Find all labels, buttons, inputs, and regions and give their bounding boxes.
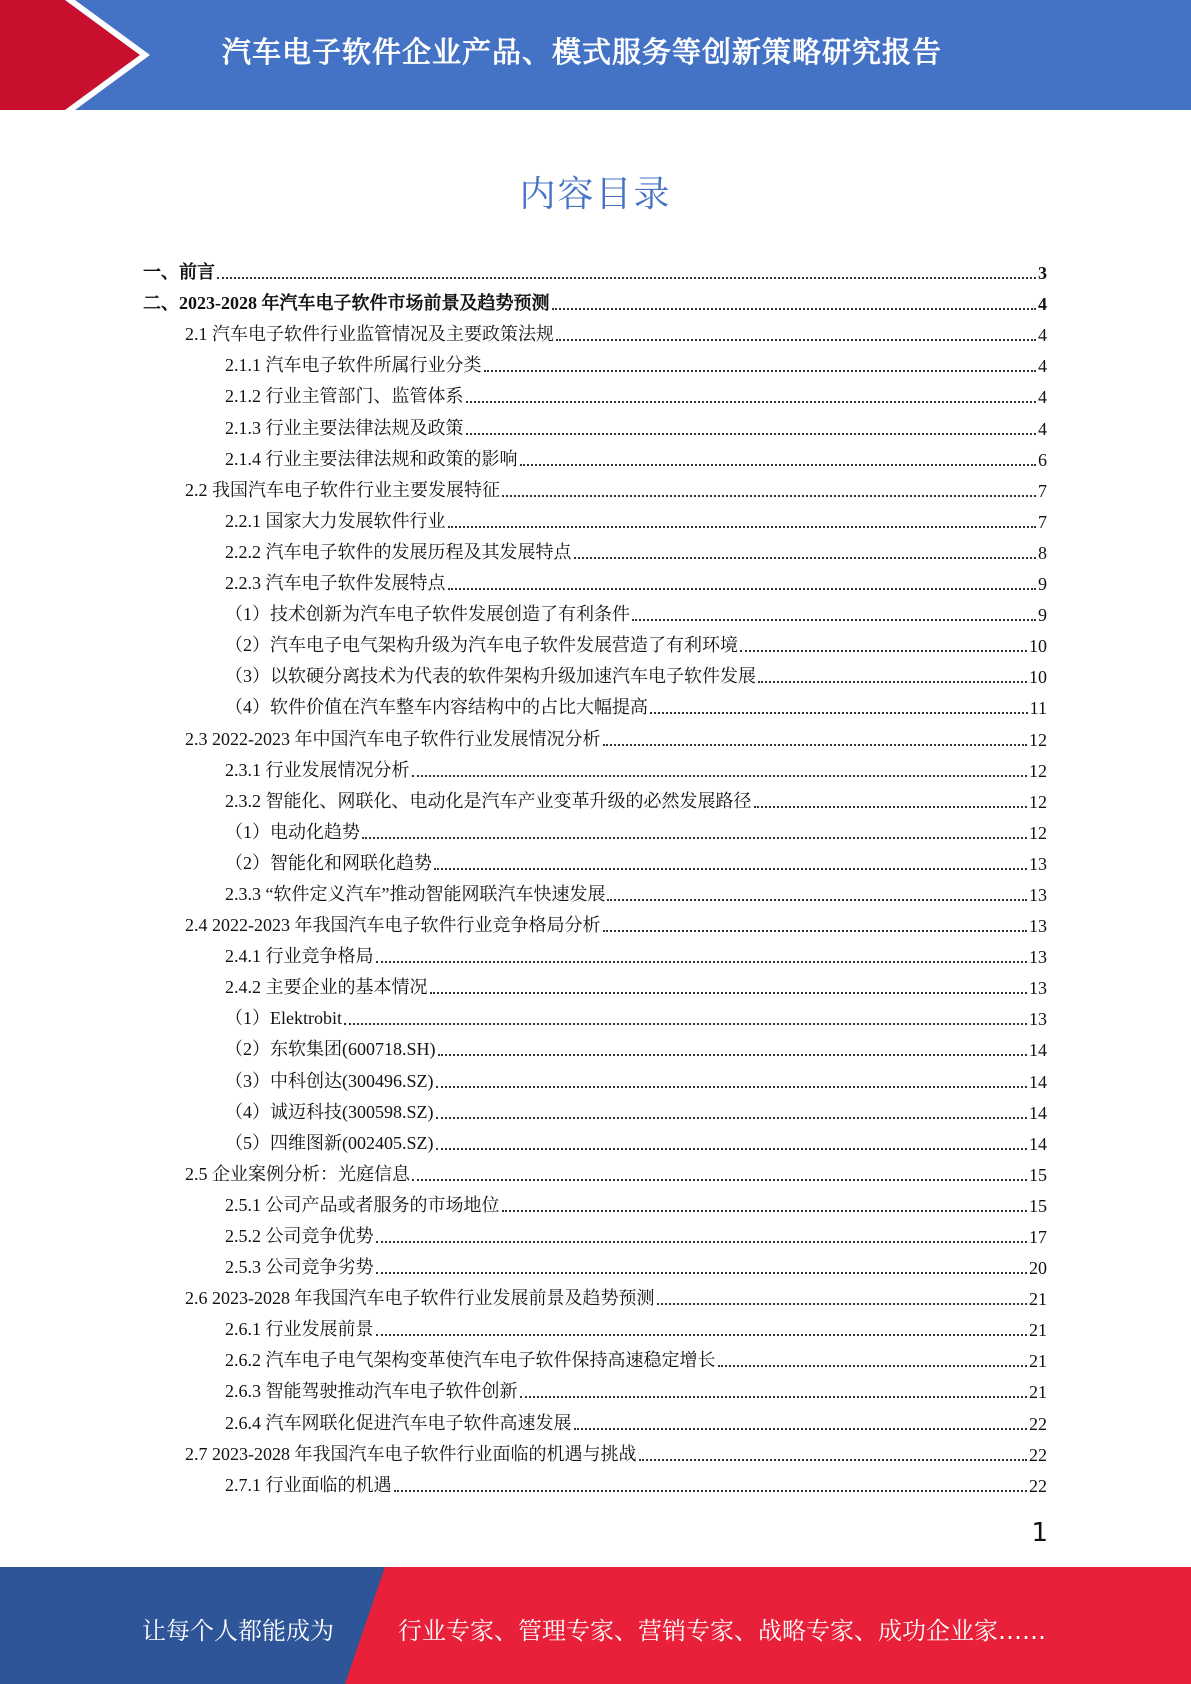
toc-entry[interactable] [143,688,1047,719]
toc-entry[interactable] [143,408,1047,439]
toc-dot-leader [556,338,1036,341]
toc-entry-title: （3）中科创达(300496.SZ) [225,1070,434,1091]
header-arrow-icon [0,0,150,110]
toc-entry-title: 二、2023-2028 年汽车电子软件市场前景及趋势预测 [143,293,550,314]
toc-entry-title: 2.7 2023-2028 年我国汽车电子软件行业面临的机遇与挑战 [185,1443,637,1464]
toc-entry-page: 6 [1038,449,1047,470]
toc-entry-page: 14 [1029,1102,1047,1123]
toc-entry-page: 13 [1029,1009,1047,1030]
toc-dot-leader [639,1458,1028,1461]
toc-entry-page: 10 [1029,636,1047,657]
toc-entry-title: 2.5.2 公司竞争优势 [225,1226,374,1246]
toc-dot-leader [448,587,1037,590]
toc-entry-title: （2）汽车电子电气架构升级为汽车电子软件发展营造了有利环境 [225,635,738,656]
toc-dot-leader [603,929,1028,932]
toc-dot-leader [362,836,1027,839]
toc-entry-page: 8 [1038,542,1047,563]
toc-entry-page: 22 [1029,1444,1047,1465]
toc-entry-title: 2.4.2 主要企业的基本情况 [225,977,428,998]
toc-entry[interactable] [143,937,1047,968]
toc-dot-leader [448,525,1037,528]
toc-dot-leader [502,1209,1028,1212]
report-title: 汽车电子软件企业产品、模式服务等创新策略研究报告 [222,35,943,69]
toc-entry-page: 17 [1029,1227,1047,1247]
toc-dot-leader [574,556,1037,559]
toc-dot-leader [394,1489,1028,1492]
toc-entry[interactable] [143,968,1047,999]
footer-band [0,1567,1191,1684]
toc-entry[interactable] [143,253,1047,284]
toc-entry[interactable] [143,657,1047,688]
toc-entry[interactable] [143,1435,1047,1466]
toc-entry-title: 2.5.3 公司竞争劣势 [225,1257,374,1278]
toc-entry[interactable] [143,626,1047,657]
toc-entry-page: 22 [1029,1413,1047,1434]
toc-dot-leader [376,1333,1028,1336]
toc-entry-title: 2.1 汽车电子软件行业监管情况及主要政策法规 [185,324,554,345]
toc-entry-title: （2）东软集团(600718.SH) [225,1039,436,1060]
toc-entry-title: 2.1.2 行业主管部门、监管体系 [225,386,464,407]
toc-entry[interactable] [143,346,1047,377]
toc-entry-title: 2.4 2022-2023 年我国汽车电子软件行业竞争格局分析 [185,915,601,936]
toc-dot-leader [344,1022,1027,1025]
toc-entry-title: （1）技术创新为汽车电子软件发展创造了有利条件 [225,604,630,625]
toc-dot-leader [520,1395,1028,1398]
toc-entry[interactable] [143,875,1047,906]
toc-dot-leader [376,1240,1028,1243]
toc-entry-page: 13 [1029,853,1047,874]
toc-entry-title: （4）软件价值在汽车整车内容结构中的占比大幅提高 [225,697,648,718]
toc-entry[interactable] [143,1093,1047,1124]
toc-dot-leader [754,805,1028,808]
toc-entry-page: 11 [1029,698,1047,719]
toc-dot-leader [376,1271,1028,1274]
toc-entry-page: 15 [1029,1195,1047,1216]
toc-entry-page: 22 [1029,1475,1047,1496]
toc-entry-page: 13 [1029,947,1047,968]
toc-dot-leader [607,898,1027,901]
toc-dot-leader [758,680,1027,683]
table-of-contents [143,253,1047,1497]
toc-entry-title: 2.6.1 行业发展前景 [225,1319,374,1340]
toc-dot-leader [718,1364,1028,1367]
toc-entry-page: 13 [1029,884,1047,905]
toc-entry[interactable] [143,1341,1047,1372]
toc-entry[interactable] [143,1403,1047,1434]
toc-entry-title: （5）四维图新(002405.SZ) [225,1132,434,1153]
toc-entry[interactable] [143,1217,1047,1248]
toc-entry-title: 2.2 我国汽车电子软件行业主要发展特征 [185,479,500,500]
toc-entry[interactable] [143,471,1047,502]
toc-dot-leader [574,1427,1028,1430]
toc-dot-leader [650,711,1028,714]
toc-entry-title: 2.6.2 汽车电子电气架构变革使汽车电子软件保持高速稳定增长 [225,1350,716,1371]
toc-entry-page: 12 [1029,822,1047,843]
footer-slogan-right: 行业专家、管理专家、营销专家、战略专家、成功企业家…… [398,1617,1046,1645]
toc-entry-page: 9 [1038,605,1047,626]
toc-entry-page: 14 [1029,1133,1047,1154]
toc-entry[interactable] [143,533,1047,564]
toc-dot-leader [217,276,1036,279]
toc-entry-page: 21 [1029,1351,1047,1372]
toc-entry-title: （2）智能化和网联化趋势 [225,852,432,873]
toc-entry-page: 7 [1038,511,1047,532]
toc-entry-title: 2.6.4 汽车网联化促进汽车电子软件高速发展 [225,1412,572,1433]
toc-entry-title: 2.3.3 “软件定义汽车”推动智能网联汽车快速发展 [225,883,606,904]
toc-dot-leader [436,1147,1028,1150]
toc-entry-title: 2.2.3 汽车电子软件发展特点 [225,573,446,594]
toc-entry-page: 21 [1029,1382,1047,1403]
toc-entry[interactable] [143,595,1047,626]
toc-entry-page: 15 [1029,1164,1047,1185]
toc-dot-leader [632,618,1036,621]
toc-entry-page: 21 [1029,1320,1047,1341]
toc-dot-leader [430,991,1028,994]
toc-entry-page: 13 [1029,916,1047,937]
toc-entry[interactable] [143,751,1047,782]
toc-entry-page: 4 [1038,387,1047,408]
toc-entry-title: 2.2.1 国家大力发展软件行业 [225,510,446,531]
toc-entry-title: 2.3.1 行业发展情况分析 [225,759,410,780]
toc-dot-leader [484,369,1037,372]
toc-entry-title: 2.1.1 汽车电子软件所属行业分类 [225,355,482,376]
toc-dot-leader [412,774,1028,777]
toc-dot-leader [466,432,1037,435]
toc-dot-leader [520,463,1037,466]
toc-entry[interactable] [143,1186,1047,1217]
toc-dot-leader [438,1053,1028,1056]
page-number: 1 [1031,1518,1048,1548]
toc-dot-leader [436,1116,1028,1119]
toc-entry[interactable] [143,284,1047,315]
toc-entry-title: （1）Elektrobit [225,1008,342,1029]
toc-dot-leader [436,1085,1028,1088]
toc-entry[interactable] [143,719,1047,750]
toc-entry-title: （4）诚迈科技(300598.SZ) [225,1101,434,1122]
toc-entry[interactable] [143,813,1047,844]
toc-entry-title: 2.1.3 行业主要法律法规及政策 [225,417,464,438]
toc-entry[interactable] [143,1279,1047,1310]
toc-entry[interactable] [143,1061,1047,1092]
toc-entry[interactable] [143,1372,1047,1403]
toc-entry-page: 4 [1038,325,1047,346]
toc-entry-title: 2.4.1 行业竞争格局 [225,946,374,967]
toc-entry-title: 2.5 企业案例分析：光庭信息 [185,1163,410,1184]
toc-entry-title: 2.3.2 智能化、网联化、电动化是汽车产业变革升级的必然发展路径 [225,790,752,811]
toc-entry-page: 20 [1029,1258,1047,1279]
toc-entry-page: 14 [1029,1040,1047,1061]
toc-entry-page: 3 [1038,263,1047,284]
toc-entry-page: 12 [1029,760,1047,781]
toc-entry[interactable] [143,1155,1047,1186]
toc-entry-page: 12 [1029,729,1047,750]
toc-dot-leader [466,400,1037,403]
toc-entry[interactable] [143,844,1047,875]
toc-entry[interactable] [143,999,1047,1030]
toc-entry-page: 14 [1029,1071,1047,1092]
toc-dot-leader [434,867,1027,870]
toc-heading: 内容目录 [519,174,672,215]
toc-dot-leader [412,1178,1027,1181]
toc-entry-page: 9 [1038,574,1047,595]
toc-dot-leader [376,960,1028,963]
toc-dot-leader [603,743,1028,746]
footer-slogan-left: 让每个人都能成为 [142,1617,334,1645]
toc-entry-page: 4 [1038,356,1047,377]
toc-entry-title: 2.6 2023-2028 年我国汽车电子软件行业发展前景及趋势预测 [185,1288,655,1309]
toc-entry[interactable] [143,377,1047,408]
toc-entry[interactable] [143,1248,1047,1279]
toc-entry-title: （3）以软硬分离技术为代表的软件架构升级加速汽车电子软件发展 [225,666,756,687]
toc-entry-title: 2.7.1 行业面临的机遇 [225,1474,392,1495]
toc-entry-page: 10 [1029,667,1047,688]
toc-entry-page: 7 [1038,480,1047,501]
toc-entry[interactable] [143,782,1047,813]
toc-entry-title: 2.2.2 汽车电子软件的发展历程及其发展特点 [225,541,572,562]
toc-entry-title: 2.6.3 智能驾驶推动汽车电子软件创新 [225,1381,518,1402]
toc-dot-leader [552,307,1037,310]
toc-entry-title: （1）电动化趋势 [225,821,360,842]
toc-entry[interactable] [143,906,1047,937]
toc-entry-title: 一、前言 [143,262,215,283]
toc-entry-page: 4 [1038,294,1047,315]
toc-entry[interactable] [143,1466,1047,1497]
toc-entry-page: 4 [1038,418,1047,439]
toc-entry-title: 2.3 2022-2023 年中国汽车电子软件行业发展情况分析 [185,728,601,749]
toc-entry[interactable] [143,564,1047,595]
header-band [0,0,1191,110]
toc-entry[interactable] [143,1124,1047,1155]
toc-dot-leader [657,1302,1028,1305]
toc-entry-page: 21 [1029,1289,1047,1310]
toc-entry-page: 12 [1029,791,1047,812]
toc-entry[interactable] [143,1030,1047,1061]
toc-entry-title: 2.1.4 行业主要法律法规和政策的影响 [225,448,518,469]
toc-entry-title: 2.5.1 公司产品或者服务的市场地位 [225,1194,500,1215]
toc-dot-leader [740,649,1027,652]
toc-entry[interactable] [143,440,1047,471]
toc-entry[interactable] [143,502,1047,533]
toc-entry[interactable] [143,1310,1047,1341]
toc-entry[interactable] [143,315,1047,346]
toc-dot-leader [502,494,1036,497]
toc-entry-page: 13 [1029,978,1047,999]
